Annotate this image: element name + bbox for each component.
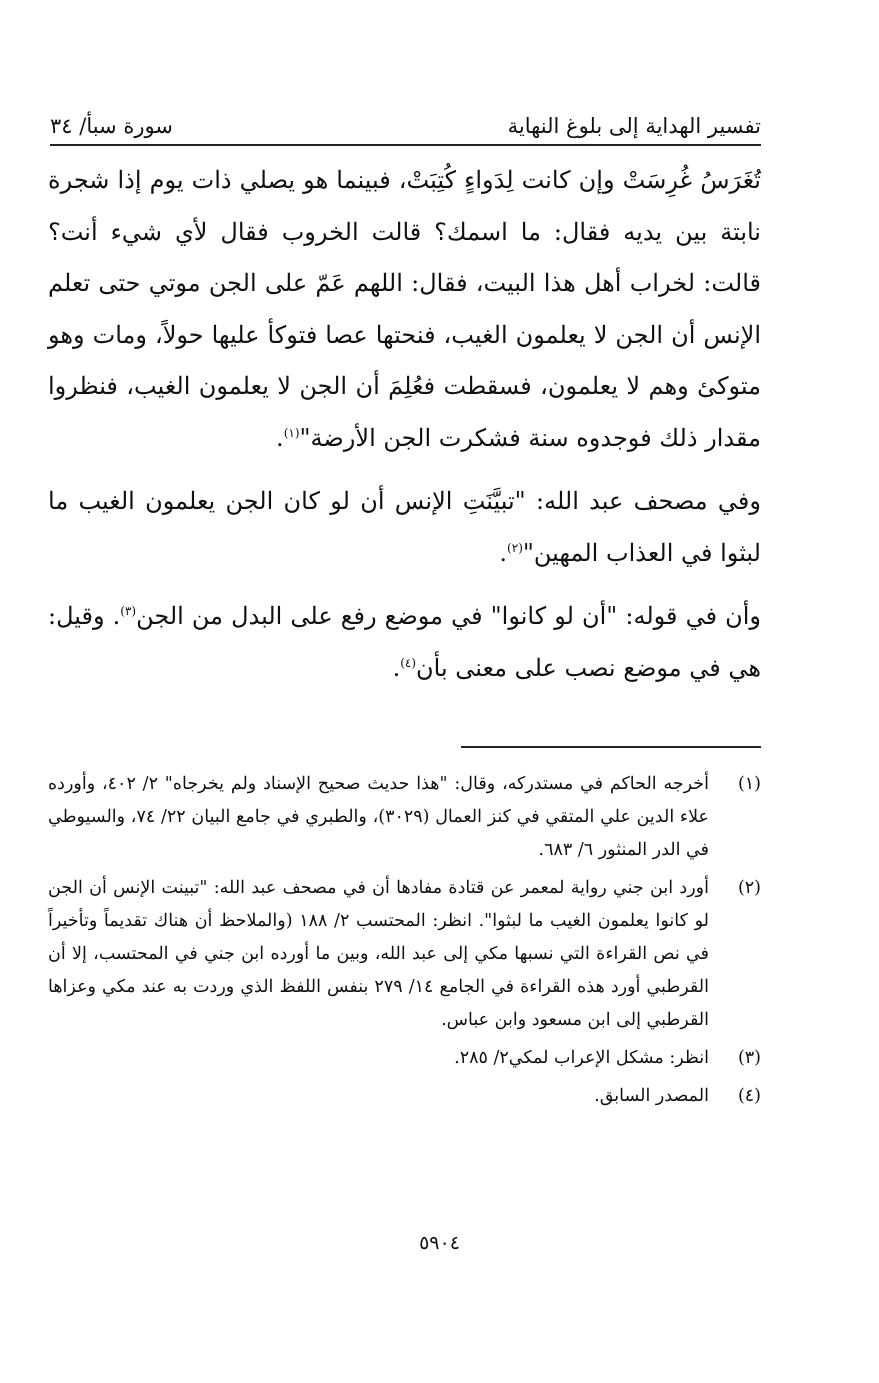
footnote-number: (١) [737,774,761,794]
paragraph-2 [48,476,761,579]
main-text [48,155,761,694]
footnotes [48,768,761,1118]
footnote-item [48,768,761,867]
paragraph-3 [48,591,761,694]
footnote-ref-4[interactable]: (٤) [400,655,417,670]
footnote-text: انظر: مشكل الإعراب لمكي٢/ ٢٨٥. [454,1048,709,1068]
header-rule [50,144,761,146]
page-number: ٥٩٠٤ [419,1232,460,1254]
footnote-text: أخرجه الحاكم في مستدركه، وقال: "هذا حديث صحيح الإسناد ولم يخرجاه" ٢/ ٤٠٢، وأورده علاء الدين علي المتقي في كنز العمال (٣٠٢٩)، والطبري في جامع البيان ٢٢/ ٧٤، والسيوطي في الدر المنثور ٦/ ٦٨٣. [48,774,709,860]
paragraph-1-text: تُغَرَسُ غُرِسَتْ وإن كانت لِدَواءٍ كُتِبَتْ، فبينما هو يصلي ذات يوم إذا شجرة نابتة بين يديه فقال: ما اسمك؟ قالت الخروب فقال لأي شيء أنت؟ قالت: لخراب أهل هذا البيت، فقال: اللهم عَمّ على الجن موتي حتى تعلم الإنس أن الجن لا يعلمون الغيب، فنحتها عصا فتوكأ عليها حولاً، ومات وهو متوكئ وهم لا يعلمون، فسقطت فعُلِمَ أن الجن لا يعلمون الغيب، فنظروا مقدار ذلك فوجدوه سنة فشكرت الجن الأرضة" [48,166,761,452]
paragraph-2-end: . [499,538,508,567]
running-header [50,94,761,138]
paragraph-1 [48,155,761,464]
footnote-number: (٢) [737,878,761,898]
surah-label: سورة سبأ/ ٣٤ [50,114,173,138]
footnote-ref-3[interactable]: (٣) [120,604,137,618]
footnote-item [48,1080,761,1113]
paragraph-3-end: . [392,653,401,682]
paragraph-3-text-a: وأن في قوله: "أن لو كانوا" في موضع رفع على البدل من الجن [136,602,761,630]
footnote-ref-1[interactable]: (١) [283,425,300,440]
paragraph-3-text-b: . وقيل: هي في موضع نصب على معنى بأن [48,602,761,682]
footnote-text: المصدر السابق. [594,1086,709,1106]
paragraph-1-end: . [276,423,284,452]
footnote-text: أورد ابن جني رواية لمعمر عن قتادة مفادها أن في مصحف عبد الله: "تبينت الإنس أن الجن لو كانوا يعلمون الغيب ما لبثوا". انظر: المحتسب ٢/ ١٨٨ (والملاحظ أن هناك تقديماً وتأخيراً في نص القراءة التي نسبها مكي إلى عبد الله، وبين ما أورده ابن جني في المحتسب، إلا أن القرطبي أورد هذه القراءة في الجامع ١٤/ ٢٧٩ بنفس اللفظ الذي وردت به عند مكي وعزاها القرطبي إلى ابن مسعود وابن عباس. [48,878,709,1030]
footnote-number: (٤) [737,1086,761,1106]
book-title: تفسير الهداية إلى بلوغ النهاية [507,114,761,138]
footnote-item [48,1042,761,1075]
footnote-item [48,872,761,1037]
footnote-ref-2[interactable]: (٢) [507,540,523,555]
footnote-number: (٣) [737,1048,761,1068]
paragraph-2-text: وفي مصحف عبد الله: "تبيَّنَتِ الإنس أن لو كان الجن يعلمون الغيب ما لبثوا في العذاب المهين" [48,487,761,567]
footnote-separator [461,746,761,748]
